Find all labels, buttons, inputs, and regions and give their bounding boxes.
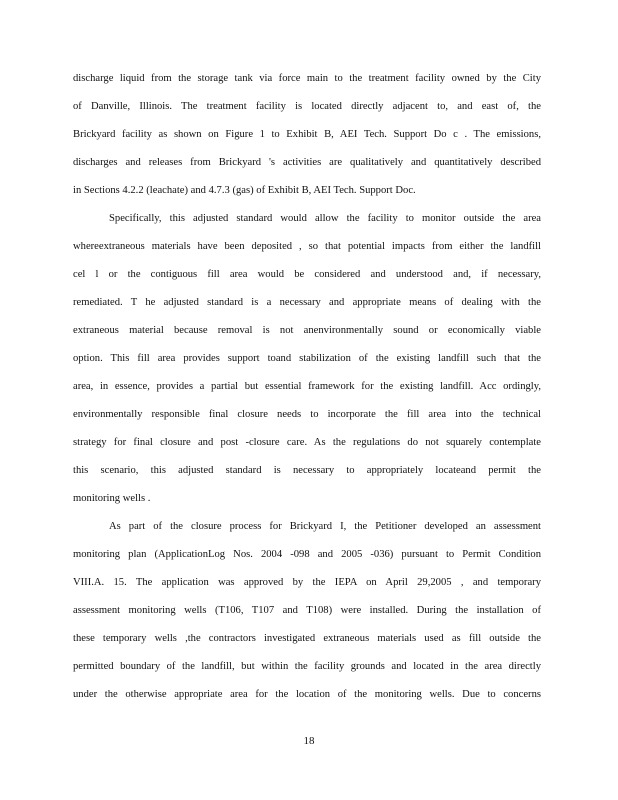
text-line: assessment monitoring wells (T106, T107 and T108) were installed. During the installation of <box>73 605 541 616</box>
text-line: environmentally responsible final closure needs to incorporate the fill area into the technical <box>73 409 541 420</box>
text-line: this scenario, this adjusted standard is necessary to appropriately locateand permit the <box>73 465 541 476</box>
text-line: in Sections 4.2.2 (leachate) and 4.7.3 (gas) of Exhibit B, AEI Tech. Support Doc. <box>73 185 416 196</box>
text-line: under the otherwise appropriate area for the location of the monitoring wells. Due to concerns <box>73 689 541 700</box>
text-line: area, in essence, provides a partial but essential framework for the existing landfill. Acc ordingly, <box>73 381 541 392</box>
text-line: extraneous material because removal is not anenvironmentally sound or economically viable <box>73 325 541 336</box>
text-line: monitoring plan (ApplicationLog Nos. 2004 -098 and 2005 -036) pursuant to Permit Condition <box>73 549 541 560</box>
text-line: strategy for final closure and post -closure care. As the regulations do not squarely contemplate <box>73 437 541 448</box>
text-line: these temporary wells ,the contractors investigated extraneous materials used as fill outside the <box>73 633 541 644</box>
paragraph-first-line: Specifically, this adjusted standard would allow the facility to monitor outside the area <box>109 213 541 224</box>
text-line: permitted boundary of the landfill, but within the facility grounds and located in the area directly <box>73 661 541 672</box>
paragraph-first-line: As part of the closure process for Brickyard I, the Petitioner developed an assessment <box>109 521 541 532</box>
text-line: option. This fill area provides support toand stabilization of the existing landfill such that the <box>73 353 541 364</box>
text-line: VIII.A. 15. The application was approved by the IEPA on April 29,2005 , and temporary <box>73 577 541 588</box>
text-line: monitoring wells . <box>73 493 151 504</box>
text-line: remediated. T he adjusted standard is a necessary and appropriate means of dealing with the <box>73 297 541 308</box>
text-line: Brickyard facility as shown on Figure 1 to Exhibit B, AEI Tech. Support Do c . The emissions, <box>73 129 541 140</box>
text-line: of Danville, Illinois. The treatment facility is located directly adjacent to, and east of, the <box>73 101 541 112</box>
text-line: discharge liquid from the storage tank via force main to the treatment facility owned by the City <box>73 73 541 84</box>
text-line: cel l or the contiguous fill area would be considered and understood and, if necessary, <box>73 269 541 280</box>
text-line: discharges and releases from Brickyard 's activities are qualitatively and quantitatively described <box>73 157 541 168</box>
page-number: 18 <box>303 735 315 747</box>
text-line: whereextraneous materials have been deposited , so that potential impacts from either the landfill <box>73 241 541 252</box>
